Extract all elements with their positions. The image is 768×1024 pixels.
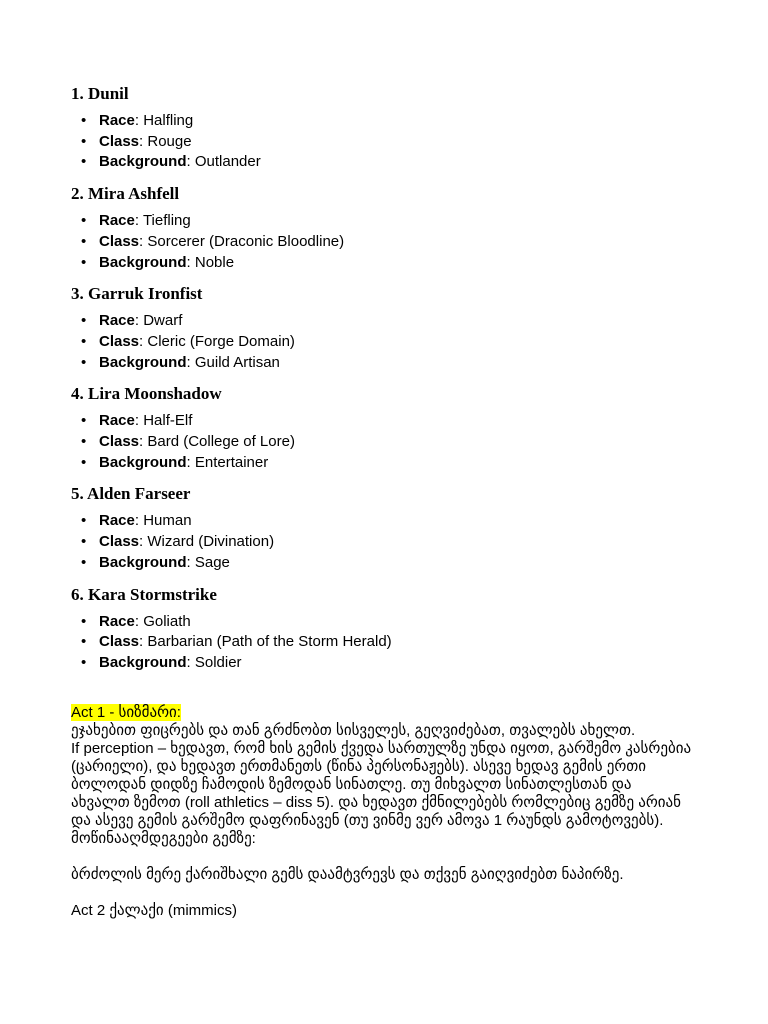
- background-label: Background: [99, 253, 187, 271]
- race-label: Race: [99, 112, 135, 129]
- class-value: Rouge: [147, 132, 192, 150]
- race-item: • Race: Human: [99, 511, 731, 532]
- character-entry: [71, 483, 731, 573]
- character-entry: [71, 283, 731, 373]
- background-label: Background: [99, 453, 187, 471]
- background-item: • Background: Outlander: [99, 152, 731, 173]
- class-label: Class: [99, 433, 140, 451]
- act1-line: (ცარიელი), და ხედავთ ერთმანეთს (წინა პერსონაჟებს). ასევე ხედავ გემის ერთი: [71, 758, 647, 775]
- character-title: 3. Garruk Ironfist: [71, 284, 203, 304]
- class-item: • Class: Cleric (Forge Domain): [99, 332, 731, 353]
- class-label: Class: [99, 332, 140, 350]
- character-entry: [71, 584, 731, 674]
- race-value: Halfling: [143, 112, 194, 129]
- background-item: • Background: Sage: [99, 553, 731, 574]
- act1-line: და ასევე გემის გარშემო დაფრინავენ (თუ ვინმე ვერ ამოვა 1 რაუნდს გამოტოვებს).: [71, 812, 664, 829]
- character-attributes: [71, 411, 731, 473]
- act1-line: მოწინააღმდეგეები გემზე:: [71, 830, 256, 847]
- race-label: Race: [99, 512, 135, 530]
- character-entry: [71, 383, 731, 473]
- character-attributes: [71, 211, 731, 273]
- background-value: Noble: [194, 253, 235, 271]
- class-label: Class: [99, 633, 140, 651]
- character-title: 4. Lira Moonshadow: [71, 384, 222, 404]
- race-label: Race: [99, 312, 135, 330]
- character-list: [71, 83, 731, 684]
- class-value: Bard (College of Lore): [147, 433, 295, 451]
- background-label: Background: [99, 153, 187, 171]
- background-label: Background: [99, 353, 187, 371]
- act1-heading: Act 1 - სიზმარი:: [71, 704, 181, 721]
- class-value: Sorcerer (Draconic Bloodline): [147, 232, 345, 250]
- race-item: • Race: Goliath: [99, 612, 731, 633]
- act1-line: ახვალთ ზემოთ (roll athletics – diss 5). და ხედავთ ქმნილებებს რომლებიც გემზე არიან: [71, 794, 681, 811]
- race-label: Race: [99, 412, 135, 430]
- race-value: Goliath: [143, 612, 191, 630]
- background-item: • Background: Guild Artisan: [99, 353, 731, 374]
- after-battle-text: ბრძოლის მერე ქარიშხალი გემს დაამტვრევს და თქვენ გაიღვიძებთ ნაპირზე.: [71, 866, 624, 883]
- race-value: Dwarf: [143, 312, 183, 330]
- class-item: • Class: Wizard (Divination): [99, 532, 731, 553]
- background-value: Guild Artisan: [194, 353, 280, 371]
- character-attributes: [71, 311, 731, 373]
- character-title: 1. Dunil: [71, 84, 129, 103]
- class-item: • Class: Rouge: [99, 132, 731, 153]
- class-label: Class: [99, 132, 140, 150]
- character-title: 6. Kara Stormstrike: [71, 584, 217, 604]
- race-item: • Race: Half-Elf: [99, 411, 731, 432]
- act2-heading: Act 2 ქალაქი (mimmics): [71, 902, 238, 919]
- class-item: • Class: Bard (College of Lore): [99, 432, 731, 453]
- paragraph-gap: [71, 848, 731, 866]
- race-item: • Race: Halfling: [99, 111, 731, 132]
- character-attributes: [71, 111, 731, 173]
- background-value: Sage: [194, 553, 230, 571]
- race-item: • Race: Dwarf: [99, 311, 731, 332]
- background-value: Outlander: [194, 153, 261, 171]
- race-value: Half-Elf: [143, 412, 193, 430]
- class-value: Wizard (Divination): [147, 533, 275, 551]
- paragraph-gap: [71, 884, 731, 902]
- race-label: Race: [99, 212, 135, 230]
- character-title: 2. Mira Ashfell: [71, 184, 180, 204]
- class-item: • Class: Sorcerer (Draconic Bloodline): [99, 232, 731, 253]
- class-value: Barbarian (Path of the Storm Herald): [147, 633, 392, 651]
- background-item: • Background: Entertainer: [99, 453, 731, 474]
- class-item: • Class: Barbarian (Path of the Storm Herald): [99, 632, 731, 653]
- act1-line: If perception – ხედავთ, რომ ხის გემის ქვედა სართულზე უნდა იყოთ, გარშემო კასრებია: [71, 740, 692, 757]
- character-title: 5. Alden Farseer: [71, 484, 191, 504]
- class-value: Cleric (Forge Domain): [147, 332, 295, 350]
- background-value: Entertainer: [194, 453, 269, 471]
- race-value: Tiefling: [142, 212, 191, 230]
- background-value: Soldier: [194, 653, 242, 671]
- act1-line: ბოლოდან დიდზე ჩამოდის ზემოდან სინათლე. თუ მიხვალთ სინათლესთან და: [71, 776, 632, 793]
- background-item: • Background: Noble: [99, 253, 731, 274]
- act1-heading-line: [71, 704, 731, 722]
- character-entry: [71, 83, 731, 173]
- background-label: Background: [99, 553, 187, 571]
- character-entry: [71, 183, 731, 273]
- background-item: • Background: Soldier: [99, 653, 731, 674]
- class-label: Class: [99, 533, 140, 551]
- character-attributes: [71, 612, 731, 674]
- character-attributes: [71, 511, 731, 573]
- race-label: Race: [99, 612, 135, 630]
- act-notes: [71, 704, 731, 920]
- class-label: Class: [99, 232, 140, 250]
- race-item: • Race: Tiefling: [99, 211, 731, 232]
- background-label: Background: [99, 653, 187, 671]
- act1-line: ეჯახებით ფიცრებს და თან გრძნობთ სისველეს, გეღვიძებათ, თვალებს ახელთ.: [71, 722, 636, 739]
- race-value: Human: [143, 512, 192, 530]
